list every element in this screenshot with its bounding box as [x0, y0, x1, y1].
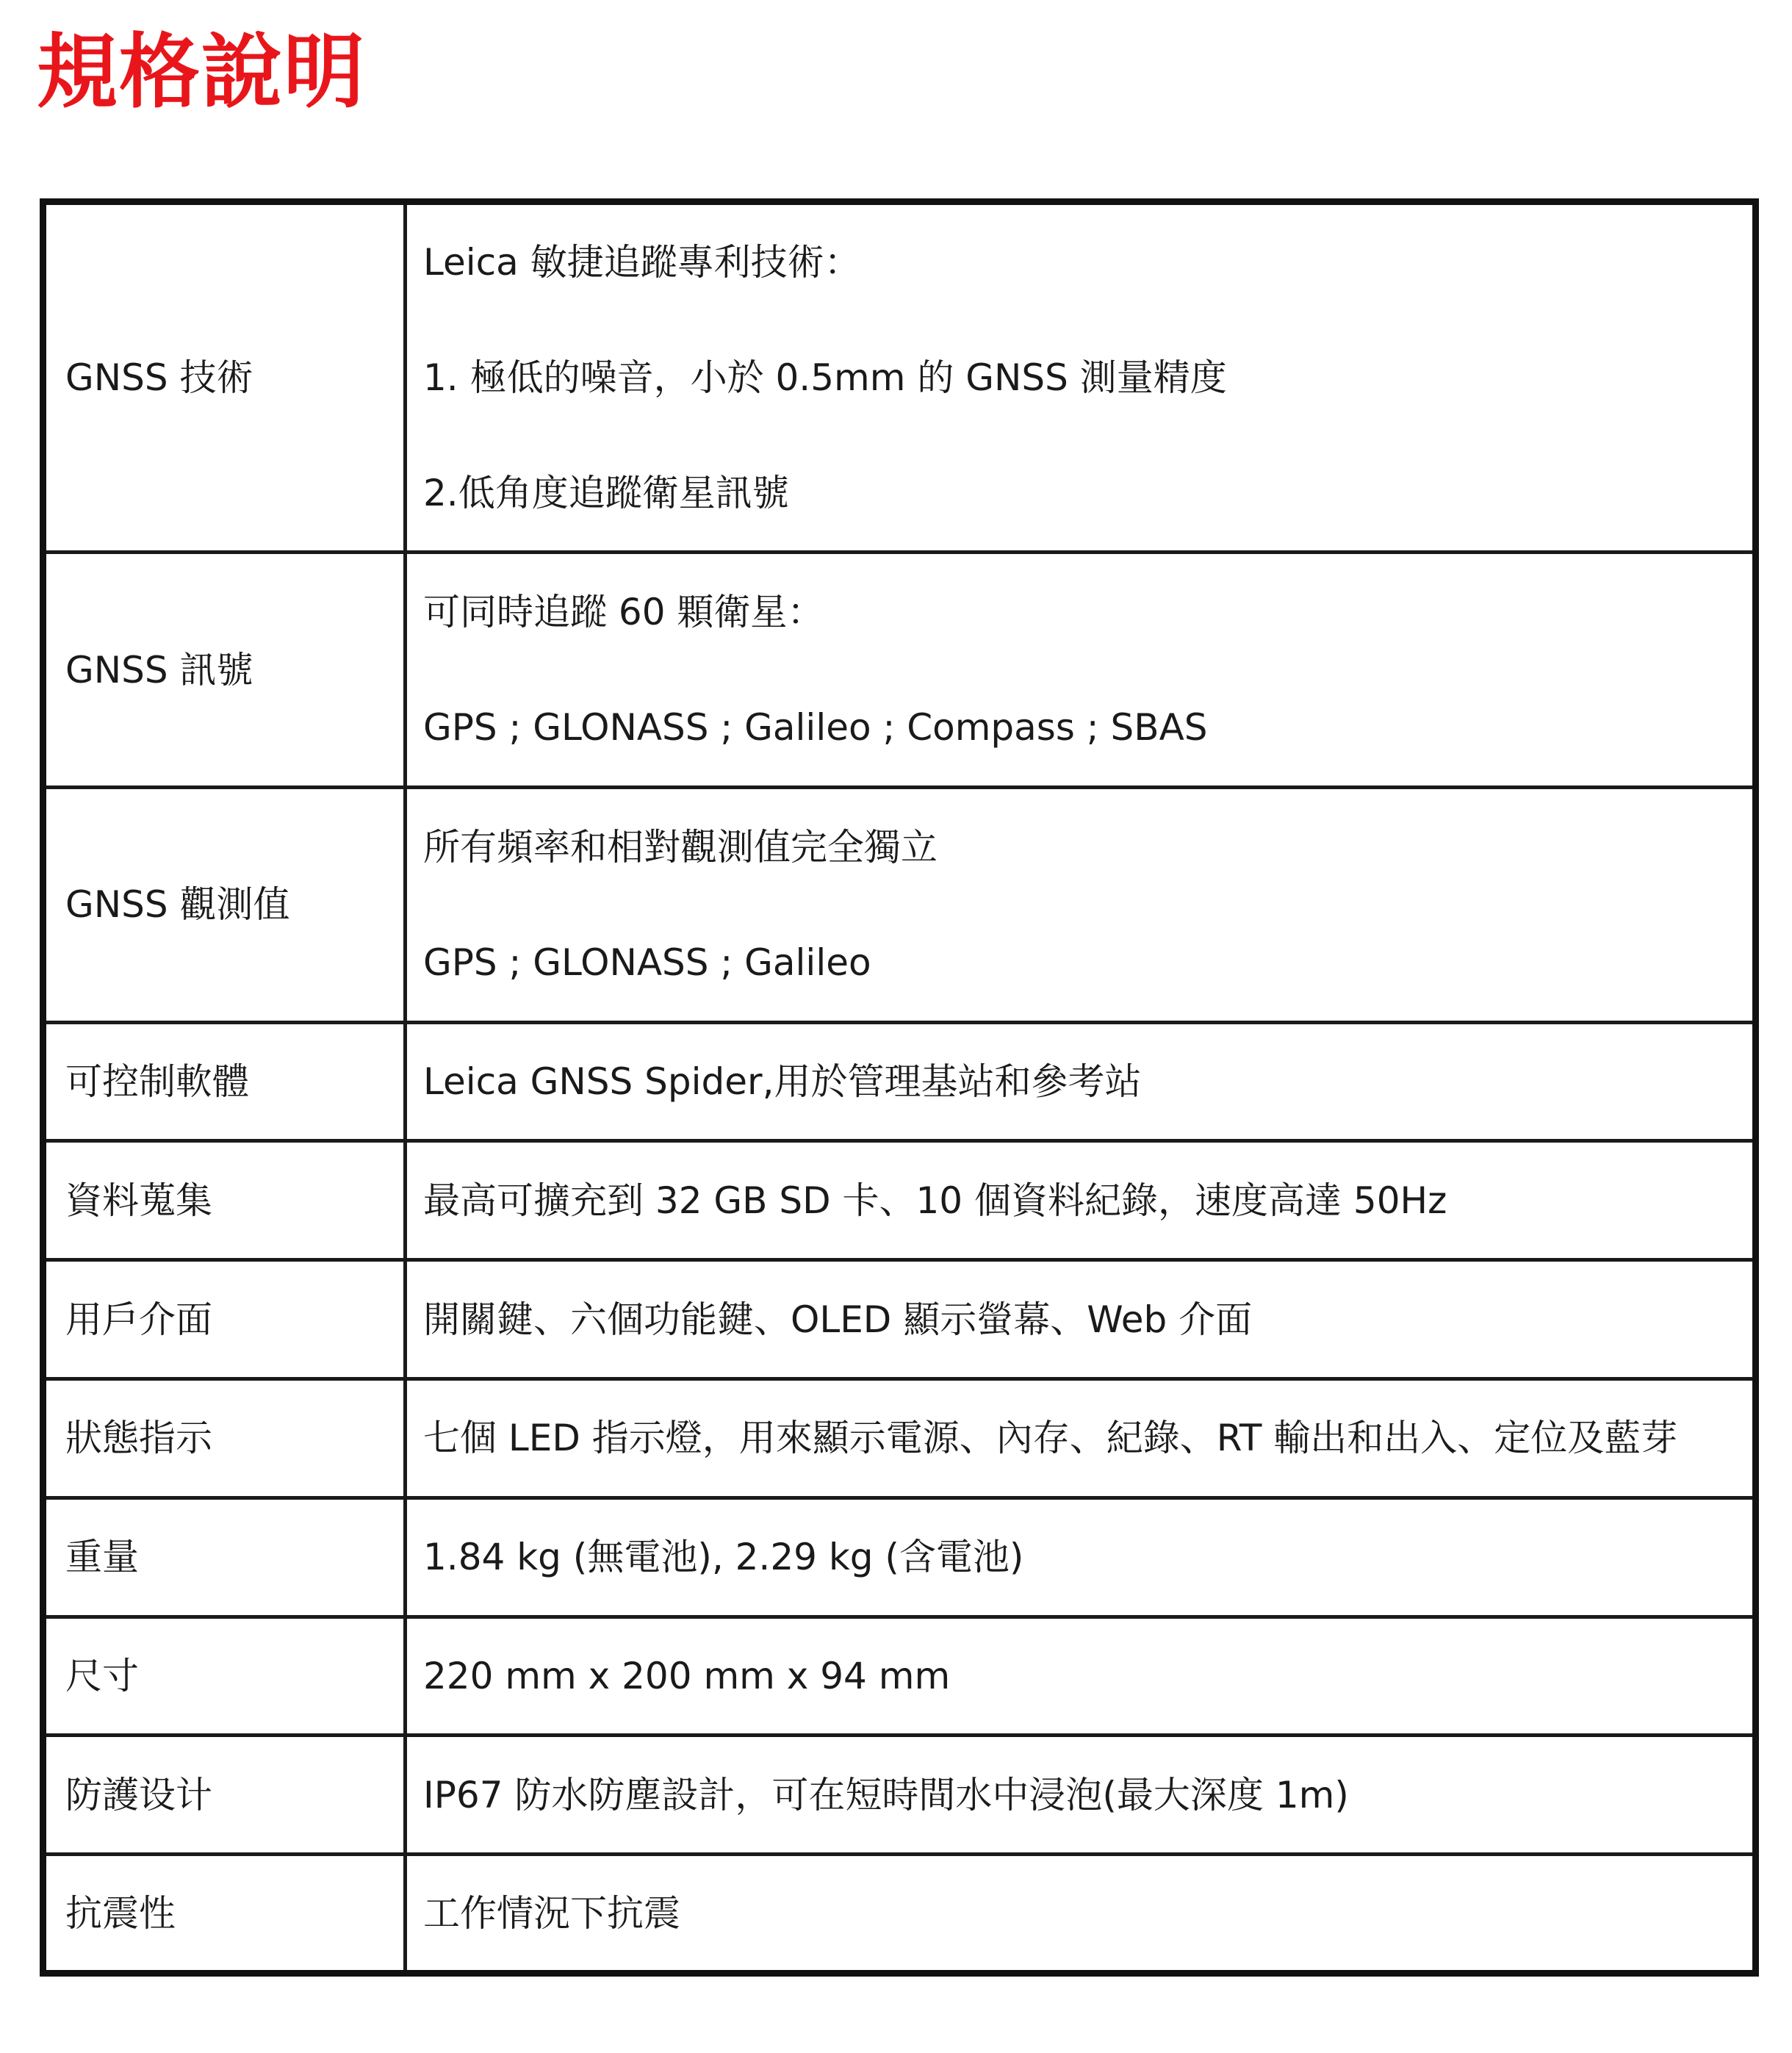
row-value	[406, 553, 1756, 788]
row-label: 抗震性	[43, 1855, 406, 1974]
table-row-data-logging	[43, 1141, 1756, 1260]
table-row-weight	[43, 1497, 1756, 1617]
row-value-line: 1. 極低的噪音，小於 0.5mm 的 GNSS 測量精度	[423, 356, 1227, 400]
row-value-line: Leica 敏捷追蹤專利技術：	[423, 241, 861, 284]
row-label: GNSS 訊號	[43, 553, 406, 788]
row-label: 資料蒐集	[43, 1141, 406, 1260]
row-value-line: GPS ; GLONASS ; Galileo ; Compass ; SBAS	[423, 706, 1208, 749]
row-value	[406, 787, 1756, 1022]
row-label: 重量	[43, 1497, 406, 1617]
table-row-dimensions	[43, 1617, 1756, 1736]
table-row-shock-resistance	[43, 1855, 1756, 1974]
row-value-line: 七個 LED 指示燈，用來顯示電源、內存、紀錄、RT 輸出和出入、定位及藍芽	[423, 1417, 1678, 1460]
table-row-user-interface	[43, 1260, 1756, 1379]
row-value	[406, 1855, 1756, 1974]
table-row-status-indicators	[43, 1378, 1756, 1497]
row-value-line: 可同時追蹤 60 顆衛星：	[423, 591, 824, 634]
row-value	[406, 1022, 1756, 1141]
row-value-line: 220 mm x 200 mm x 94 mm	[423, 1654, 951, 1697]
page-title: 規格說明	[37, 25, 366, 119]
row-label: 防護设计	[43, 1736, 406, 1855]
row-label: GNSS 觀測值	[43, 787, 406, 1022]
row-value-line: 工作情況下抗震	[423, 1891, 680, 1935]
table-row-gnss-signal	[43, 553, 1756, 788]
row-value-line: IP67 防水防塵設計，可在短時間水中浸泡(最大深度 1m)	[423, 1773, 1349, 1816]
table-row-protection	[43, 1736, 1756, 1855]
row-value-line: Leica GNSS Spider,用於管理基站和參考站	[423, 1060, 1142, 1103]
row-value-line: 開關鍵、六個功能鍵、OLED 顯示螢幕、Web 介面	[423, 1298, 1253, 1341]
row-label: 狀態指示	[43, 1378, 406, 1497]
row-value	[406, 1736, 1756, 1855]
row-value-line: 最高可擴充到 32 GB SD 卡、10 個資料紀錄，速度高達 50Hz	[423, 1179, 1447, 1222]
row-value-line: 1.84 kg (無電池), 2.29 kg (含電池)	[423, 1536, 1024, 1579]
row-label: 用戶介面	[43, 1260, 406, 1379]
table-row-gnss-observations	[43, 787, 1756, 1022]
row-label: 尺寸	[43, 1617, 406, 1736]
row-value-line: GPS ; GLONASS ; Galileo	[423, 941, 871, 984]
row-value	[406, 202, 1756, 553]
row-value-line: 所有頻率和相對觀測值完全獨立	[423, 825, 938, 869]
table-row-control-software	[43, 1022, 1756, 1141]
spec-table	[40, 198, 1759, 1977]
row-label: 可控制軟體	[43, 1022, 406, 1141]
row-value	[406, 1497, 1756, 1617]
row-value	[406, 1260, 1756, 1379]
table-row-gnss-technology	[43, 202, 1756, 553]
row-label: GNSS 技術	[43, 202, 406, 553]
row-value	[406, 1378, 1756, 1497]
row-value	[406, 1141, 1756, 1260]
row-value	[406, 1617, 1756, 1736]
row-value-line: 2.低角度追蹤衛星訊號	[423, 472, 789, 515]
